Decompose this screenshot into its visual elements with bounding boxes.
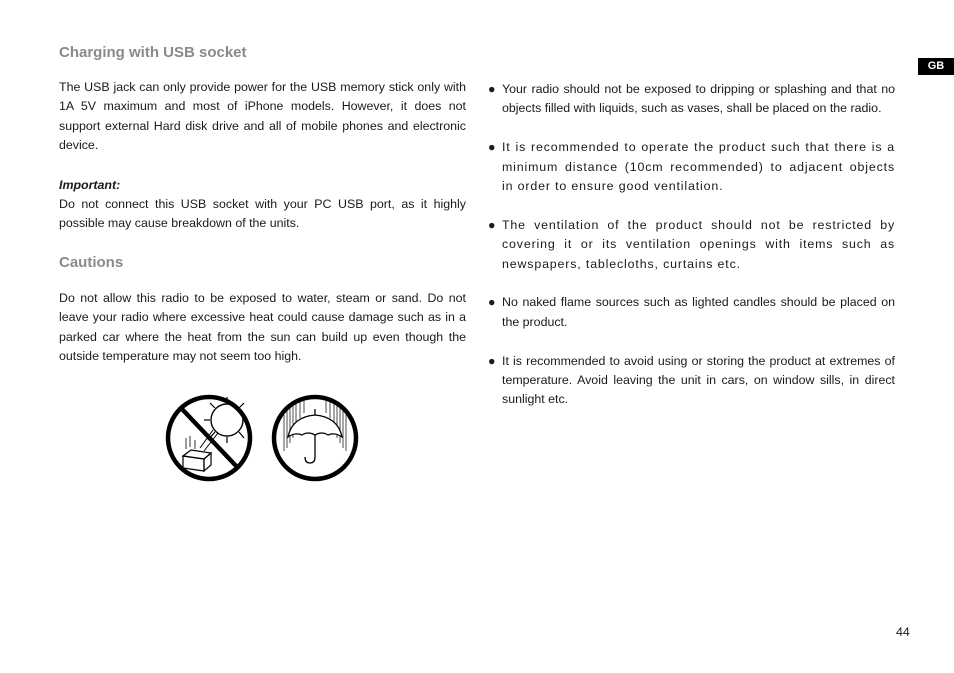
bullet-dot: ●	[488, 140, 497, 155]
safety-icons	[164, 393, 360, 483]
no-sunlight-icon	[164, 393, 254, 483]
list-item	[488, 80, 895, 119]
usb-section-paragraph: The USB jack can only provide power for the USB memory stick only with 1A 5V maximum and most of iPhone models. However, it does not support external Hard disk drive and all of mobile phones and electronic device.	[59, 80, 466, 153]
bullet-text: The ventilation of the product should not be restricted by covering it or its ventilation openings with items such as newspapers, tablecloths, curtains etc.	[502, 217, 895, 271]
cautions-heading: Cautions	[59, 253, 124, 271]
keep-dry-umbrella-icon	[270, 393, 360, 483]
list-item	[488, 216, 895, 274]
bullet-text: No naked flame sources such as lighted candles should be placed on the product.	[502, 295, 895, 329]
important-label: Important:	[59, 177, 121, 192]
bullet-dot: ●	[488, 295, 496, 310]
list-item	[488, 138, 895, 196]
list-item	[488, 293, 895, 332]
bullet-dot: ●	[488, 217, 497, 232]
page-number: 44	[896, 625, 910, 639]
usb-section-heading: Charging with USB socket	[59, 44, 247, 61]
bullet-dot: ●	[488, 353, 496, 368]
important-paragraph: Do not connect this USB socket with your PC USB port, as it highly possible may cause breakdown of the units.	[59, 197, 466, 231]
left-column	[59, 44, 466, 366]
right-column	[488, 80, 895, 429]
bullet-text: It is recommended to avoid using or storing the product at extremes of temperature. Avoid leaving the unit in cars, on window sills, in direct sunlight etc.	[502, 353, 895, 407]
bullet-text: It is recommended to operate the product such that there is a minimum distance (10cm recommended) to adjacent objects in order to ensure good ventilation.	[502, 140, 895, 194]
cautions-paragraph: Do not allow this radio to be exposed to water, steam or sand. Do not leave your radio where excessive heat could cause damage such as in a parked car where the heat from the sun can build up even though the outside temperature may not seem too high.	[59, 290, 466, 364]
language-badge: GB	[918, 58, 954, 75]
bullet-text: Your radio should not be exposed to dripping or splashing and that no objects filled with liquids, such as vases, shall be placed on the radio.	[502, 82, 895, 116]
list-item	[488, 352, 895, 410]
bullet-dot: ●	[488, 82, 496, 96]
caution-bullet-list	[488, 80, 895, 410]
